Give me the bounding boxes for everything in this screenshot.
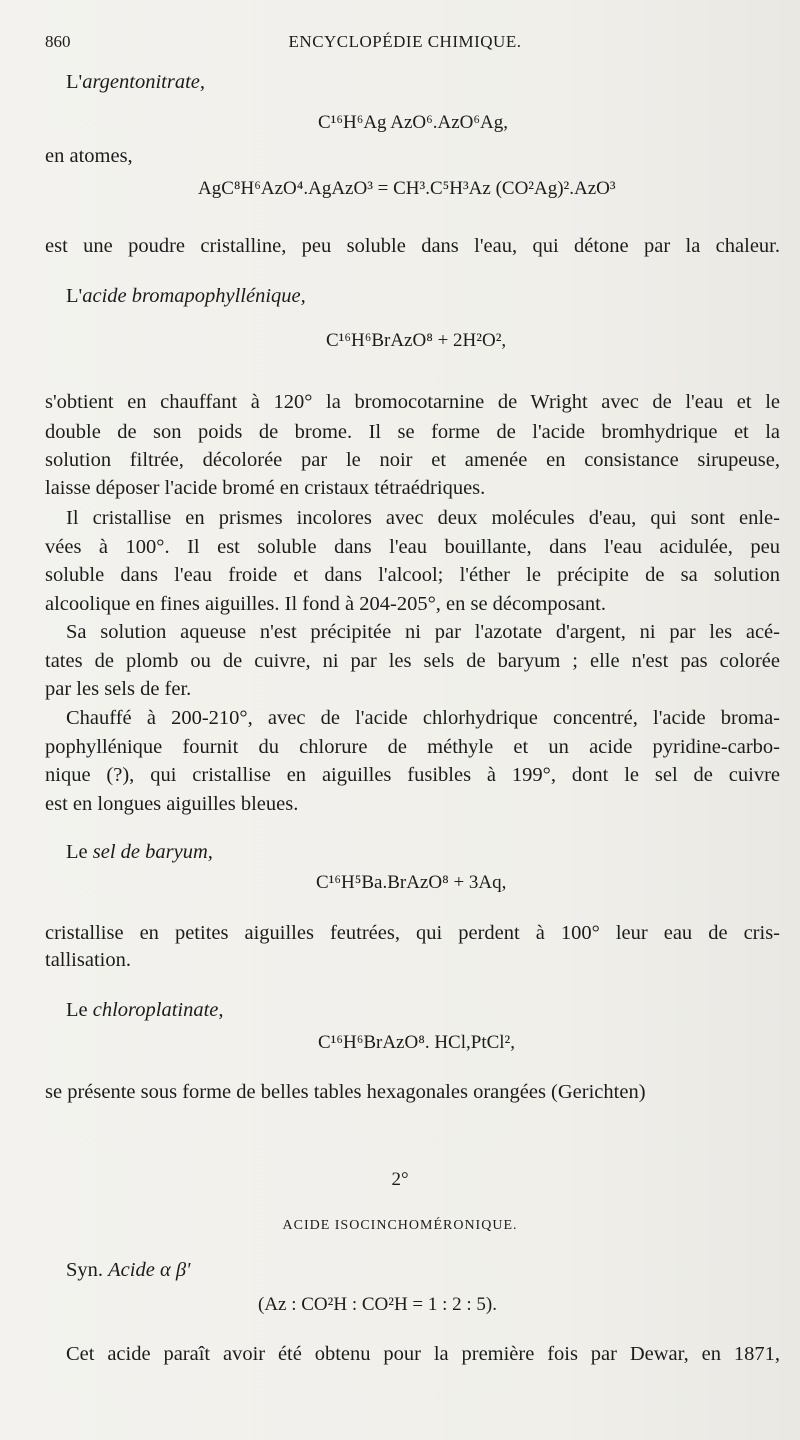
ratio-formula: (Az : CO²H : CO²H = 1 : 2 : 5). xyxy=(258,1294,498,1315)
paragraph-line: par les sels de fer. xyxy=(45,678,192,700)
paragraph-line: est en longues aiguilles bleues. xyxy=(45,793,299,815)
section-number: 2° xyxy=(391,1169,409,1190)
running-title: ENCYCLOPÉDIE CHIMIQUE. xyxy=(288,32,522,51)
paragraph-line: Il cristallise en prismes incolores avec deux molécules d'eau, qui sont enle- xyxy=(66,507,780,529)
chloro-formula: C¹⁶H⁶BrAzO⁸. HCl,PtCl², xyxy=(318,1032,516,1053)
paragraph-line: solution filtrée, décolorée par le noir et amenée en consistance sirupeuse, xyxy=(45,449,780,471)
paragraph-line: soluble dans l'eau froide et dans l'alcool; l'éther le précipite de sa solution xyxy=(45,564,780,586)
paragraph-line: double de son poids de brome. Il se forme de l'acide bromhydrique et la xyxy=(45,421,780,443)
article: Le xyxy=(66,841,93,863)
syn-label: Syn. xyxy=(66,1259,104,1281)
argentonitrate-formula: C¹⁶H⁶Ag AzO⁶.AzO⁶Ag, xyxy=(318,112,508,133)
compound-name: acide bromapophyllénique, xyxy=(82,285,306,307)
en-atomes-text: en atomes, xyxy=(45,145,133,167)
paragraph-line: tallisation. xyxy=(45,949,131,971)
page-number: 860 xyxy=(45,32,71,51)
baryum-heading xyxy=(66,838,213,866)
chloro-heading xyxy=(66,996,224,1024)
paragraph-line: pophyllénique fournit du chlorure de méthyle et un acide pyridine-carbo- xyxy=(45,736,780,758)
compound-name: sel de baryum, xyxy=(92,841,213,863)
synonym-line xyxy=(66,1256,190,1284)
argentonitrate-atomic-formula: AgC⁸H⁶AzO⁴.AgAzO³ = CH³.C⁵H³Az (CO²Ag)².AzO³ xyxy=(198,178,616,199)
baryum-formula: C¹⁶H⁵Ba.BrAzO⁸ + 3Aq, xyxy=(316,872,507,893)
paragraph-line: Sa solution aqueuse n'est précipitée ni par l'azotate d'argent, ni par les acé- xyxy=(66,621,780,643)
section-title: ACIDE ISOCINCHOMÉRONIQUE. xyxy=(282,1218,518,1233)
paragraph-line: vées à 100°. Il est soluble dans l'eau bouillante, dans l'eau acidulée, peu xyxy=(45,536,780,558)
article: L' xyxy=(66,71,83,93)
paragraph-line: laisse déposer l'acide bromé en cristaux tétraédriques. xyxy=(45,477,486,499)
syn-value: Acide α β' xyxy=(108,1259,191,1281)
article: Le xyxy=(66,999,93,1021)
paragraph-line: cristallise en petites aiguilles feutrées, qui perdent à 100° leur eau de cris- xyxy=(45,922,780,944)
page-header xyxy=(45,32,765,56)
bromo-formula: C¹⁶H⁶BrAzO⁸ + 2H²O², xyxy=(326,330,507,351)
paragraph-line: s'obtient en chauffant à 120° la bromocotarnine de Wright avec de l'eau et le xyxy=(45,391,780,413)
paragraph-line: tates de plomb ou de cuivre, ni par les sels de baryum ; elle n'est pas colorée xyxy=(45,650,780,672)
compound-name: chloroplatinate, xyxy=(92,999,224,1021)
bromo-heading xyxy=(66,282,306,310)
article: L' xyxy=(66,285,83,307)
compound-name: argentonitrate, xyxy=(82,71,206,93)
paragraph-line: alcoolique en fines aiguilles. Il fond à 204-205°, en se décomposant. xyxy=(45,593,606,615)
argentonitrate-heading xyxy=(66,68,205,96)
paragraph-line: se présente sous forme de belles tables hexagonales orangées (Gerichten) xyxy=(45,1081,646,1103)
paragraph-line: Cet acide paraît avoir été obtenu pour la première fois par Dewar, en 1871, xyxy=(66,1343,780,1365)
argentonitrate-description: est une poudre cristalline, peu soluble dans l'eau, qui détone par la chaleur. xyxy=(45,235,780,257)
paragraph-line: nique (?), qui cristallise en aiguilles fusibles à 199°, dont le sel de cuivre xyxy=(45,764,780,786)
paragraph-line: Chauffé à 200-210°, avec de l'acide chlorhydrique concentré, l'acide broma- xyxy=(66,707,780,729)
